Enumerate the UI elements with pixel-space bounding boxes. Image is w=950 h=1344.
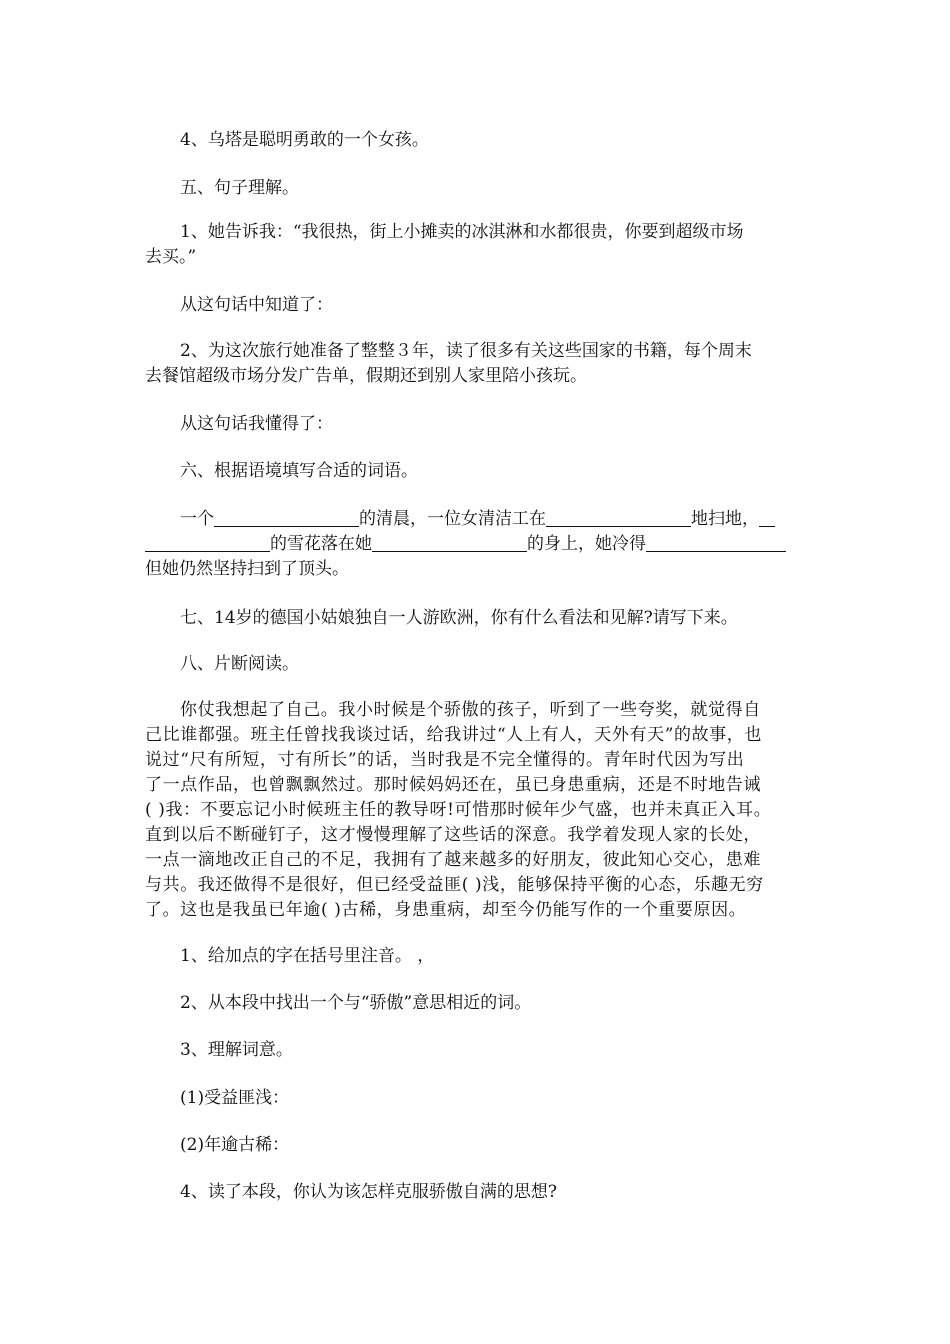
blank-5[interactable] [646, 533, 786, 552]
question-2: 2、为这次旅行她准备了整整３年，读了很多有关这些国家的书籍，每个周末 去餐馆超级市场分发广告单，假期还到别人家里陪小孩玩。 [145, 341, 752, 386]
reading-question-2: 2、从本段中找出一个与“骄傲”意思相近的词。 [180, 993, 532, 1013]
fill-in-blanks: 一个 的清晨，一位女清洁工在 地扫地， 的雪花落在她 的身上，她冷得 但她仍然坚持扫到了顶头。 [145, 507, 810, 582]
fill-line-2: 的雪花落在她 的身上，她冷得 [145, 532, 810, 557]
blank-1[interactable] [214, 508, 359, 527]
blank-4[interactable] [372, 533, 527, 552]
blank-3[interactable] [145, 533, 270, 552]
fill-line-1: 一个 的清晨，一位女清洁工在 地扫地， [145, 507, 810, 532]
reading-question-1: 1、给加点的字在括号里注音。 ， [180, 946, 435, 966]
question-1-prompt: 从这句话中知道了： [180, 295, 333, 315]
blank-3-start[interactable] [759, 508, 775, 527]
section-heading-5: 五、句子理解。 [180, 178, 299, 198]
question-2-prompt: 从这句话我懂得了： [180, 414, 333, 434]
question-1: 1、她告诉我：“我很热，街上小摊卖的冰淇淋和水都很贵，你要到超级市场 去买。” [145, 222, 744, 267]
section-heading-6: 六、根据语境填写合适的词语。 [180, 461, 418, 481]
reading-question-3-1: (1)受益匪浅： [180, 1088, 290, 1108]
reading-passage: 你仗我想起了自己。我小时候是个骄傲的孩子，听到了一些夸奖，就觉得自 己比谁都强。班主任曾找我谈过话，给我讲过“人上有人，天外有天”的故事，也 说过“尺有所短，寸有所长”的话，当时我是不完全懂得的。青年时代因为写出 了一点作品，也曾飘飘然过。那时候妈妈还在，虽已身患重病，还是不时地告诫 ( )我：不要忘记小时候班主任的教导呀!可惜那时候年少气盛，也并未真正入耳。 直到以后不断碰钉子，这才慢慢理解了这些话的深意。我学着发现人家的长处， 一点一滴地改正自己的不足，我拥有了越来越多的好朋友，彼此知心交心，患难 与共。我还做得不是很好，但已经受益匪( )浅，能够保持平衡的心态，乐趣无穷 了。这也是我虽已年逾( )古稀，身患重病，却至今仍能写作的一个重要原因。 [145, 700, 772, 920]
answer-line-4: 4、乌塔是聪明勇敢的一个女孩。 [180, 130, 429, 150]
reading-question-3: 3、理解词意。 [180, 1040, 293, 1060]
reading-question-4: 4、读了本段，你认为该怎样克服骄傲自满的思想? [180, 1182, 557, 1202]
section-heading-7: 七、14岁的德国小姑娘独自一人游欧洲，你有什么看法和见解?请写下来。 [180, 608, 738, 628]
blank-2[interactable] [546, 508, 691, 527]
section-heading-8: 八、片断阅读。 [180, 654, 299, 674]
reading-question-3-2: (2)年逾古稀： [180, 1135, 290, 1155]
